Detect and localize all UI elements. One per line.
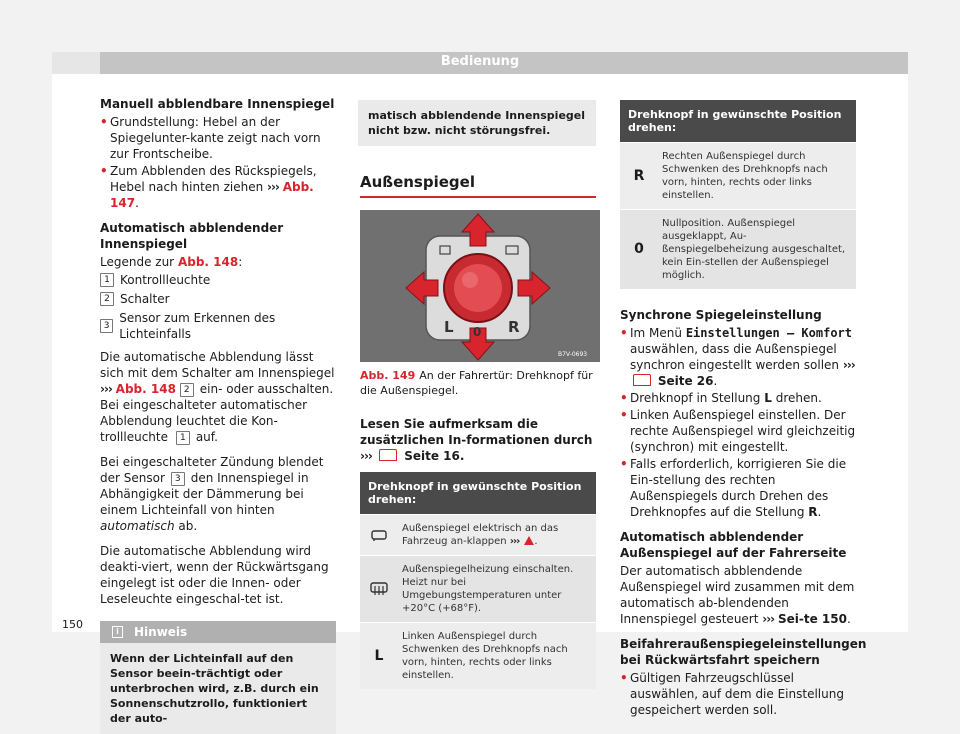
paragraph-switch [100,349,336,445]
paragraph-sensor [100,454,336,534]
bullet-text: Im Menü [630,326,682,340]
table-cell-text: Außenspiegelheizung einschalten. Heizt nur bei Umgebungstemperaturen unter +20°C (+68°F). [402,564,574,614]
heading-auto-outside: Automatisch abblendender Außenspiegel auf der Fahrerseite [620,530,847,560]
bullet-knob-l [620,390,856,406]
paragraph-text: Bei eingeschalteter Zündung blendet der Sensor [100,455,324,485]
table-body [360,514,596,689]
header-left-band [52,52,100,74]
note-continuation: matisch abblendende Innenspiegel nicht bzw. nicht störungsfrei. [358,100,596,146]
punctuation: . [135,196,139,210]
bullet-key [620,670,856,718]
table-cell-text [398,515,596,555]
legend-number: 2 [100,292,114,306]
knob-table-right [620,100,856,289]
reference-arrow: ››› [360,449,372,463]
read-info-text: Lesen Sie aufmerksam die zusätzlichen In-formationen durch [360,417,593,447]
paragraph-auto-outside [620,563,856,627]
table-row [360,514,596,555]
paragraph-text: Der automatisch abblendende Außenspiegel wird zusammen mit dem automatisch ab-blendenden Innenspiegel gesteuert [620,564,855,626]
paragraph-text: auf. [195,430,218,444]
punctuation: . [713,374,718,388]
reference-arrow: ››› [509,536,520,547]
punctuation: . [459,449,465,463]
legend-number: 3 [100,319,113,333]
table-row [620,209,856,289]
knob-label-0: 0 [473,325,482,339]
legend-number: 2 [180,383,194,397]
bullet-text: Grundstellung: Hebel an der Spiegelunter-kante zeigt nach vorn zur Frontscheibe. [110,115,321,161]
legend-intro-text: Legende zur [100,255,175,269]
note-header [100,621,336,643]
page-header [52,52,908,74]
table-body [620,142,856,289]
warning-icon [524,536,534,545]
legend-item [100,272,336,288]
bullet-text: Zum Abblenden des Rückspiegels, Hebel nach hinten ziehen [110,164,317,194]
emphasis-text: automatisch [100,519,175,533]
caption-text: An der Fahrertür: Drehknopf für die Außenspiegel. [360,369,593,397]
page-link-26[interactable]: Seite 26 [657,374,714,388]
menu-path: Einstellungen – Komfort [685,326,852,340]
legend-label: Schalter [120,292,170,306]
knob-label-r: R [508,318,520,336]
paragraph-text: den Innenspiegel in Abhängigkeit der Dämmerung bei einem Lichteinfall von hinten [100,471,309,517]
heading-auto-mirror: Automatisch abblendender Innenspiegel [100,221,284,251]
page-number: 150 [62,618,83,631]
legend-item [100,291,336,307]
column-middle [360,100,596,689]
legend-intro [100,254,336,270]
note-box [100,621,336,734]
note-title: Hinweis [134,625,188,639]
bullet-dimming [100,163,336,211]
bullet-adjust-left [620,407,856,455]
reference-arrow: ››› [100,382,112,396]
table-row [360,622,596,689]
heading-manual-mirror: Manuell abblendbare Innenspiegel [100,97,335,111]
figure-link-148[interactable]: Abb. 148 [177,255,239,269]
bullet-text: Gültigen Fahrzeugschlüssel auswählen, auf dem die Einstellung gespeichert werden soll. [630,671,844,717]
punctuation: . [846,612,851,626]
reference-arrow: ››› [762,612,775,626]
knob-illustration [360,210,600,362]
bold-position: R [808,505,818,519]
reference-arrow: ››› [267,180,279,194]
punctuation: . [534,536,538,547]
legend-number: 3 [171,472,185,486]
punctuation: . [817,505,822,519]
book-icon [633,374,651,386]
knob-center [454,264,502,312]
position-l-symbol: L [374,647,384,664]
table-cell-text: Rechten Außenspiegel durch Schwenken des Drehknopfs nach vorn, hinten, rechts oder links einstellen. [662,151,828,201]
column-right [620,100,867,719]
legend-list [100,272,336,342]
note-body: Wenn der Lichteinfall auf den Sensor beein-trächtigt oder unterbrochen wird, z.B. durch ein Sonnenschutzrollo, funktioniert der auto- [110,652,319,725]
table-cell-text: Nullposition. Außenspiegel ausgeklappt, Au-ßenspiegelbeheizung ausgeschaltet, kein Ein-stellen der Außenspiegel möglich. [662,218,846,281]
bold-position: L [764,391,772,405]
legend-label: Sensor zum Erkennen des Lichteinfalls [119,311,276,341]
header-title: Bedienung [440,54,520,69]
figure-knob [360,210,600,362]
table-header: Drehknopf in gewünschte Position drehen: [360,472,596,514]
legend-number: 1 [176,431,190,445]
info-icon: i [112,626,123,638]
table-header: Drehknopf in gewünschte Position drehen: [620,100,856,142]
paragraph-text: ein- oder ausschalten. Bei eingeschalteter automatischer Abblendung leuchtet die Kon-trollleuchte [100,382,334,444]
figure-caption [360,368,596,398]
position-0-symbol: 0 [634,241,644,257]
page-link-150[interactable]: Sei-te 150 [777,612,847,626]
column-left [100,96,336,734]
legend-label: Kontrollleuchte [120,273,211,287]
figure-code: B7V-0693 [558,351,588,358]
mirror-heat-icon [360,556,398,622]
legend-item [100,310,336,342]
bullet-basic-position [100,114,336,162]
table-cell-text: Linken Außenspiegel durch Schwenken des Drehknopfs nach vorn, hinten, rechts oder links einstellen. [402,631,568,681]
figure-link-148[interactable]: Abb. 148 [115,382,176,396]
bullet-correct-right [620,456,856,520]
bullet-text: Linken Außenspiegel einstellen. Der rechte Außenspiegel wird gleichzeitig (synchron) mit eingestellt. [630,408,856,454]
position-r-symbol: R [633,167,645,184]
legend-number: 1 [100,273,114,287]
bullet-text: drehen. [775,391,822,405]
heading-passenger-reverse: Beifahreraußenspiegeleinstellungen bei Rückwärtsfahrt speichern [620,637,867,667]
knob-table-left [360,472,596,689]
knob-label-l: L [444,318,454,336]
paragraph-text: ab. [178,519,198,533]
reference-arrow: ››› [842,358,855,372]
caption-label: Abb. 149 [360,369,416,382]
mirror-fold-icon [360,515,398,555]
punctuation: : [238,255,243,269]
heading-sync: Synchrone Spiegeleinstellung [620,308,822,322]
paragraph-deactivation: Die automatische Abblendung wird deakti-viert, wenn der Rückwärtsgang eingelegt ist oder die Innen- oder Leseleuchte eingeschal-tet ist. [100,544,329,606]
page-link-16[interactable]: Seite 16 [404,449,460,463]
table-row [360,555,596,622]
bullet-text: auswählen, dass die Außenspiegel synchron eingestellt werden sollen [630,342,840,372]
paragraph-text: Die automatische Abblendung lässt sich mit dem Schalter am Innenspiegel [100,350,335,380]
section-title-outside-mirror: Außenspiegel [360,174,596,198]
row-text: Außenspiegel elektrisch an das Fahrzeug an-klappen [402,523,559,547]
read-info [360,416,596,464]
table-row [620,142,856,209]
book-icon [379,449,397,461]
bullet-menu [620,325,856,389]
figure-link-147[interactable]: Abb. 147 [110,180,314,210]
bullet-text: Falls erforderlich, korrigieren Sie die Ein-stellung des rechten Außenspiegels durch Drehen des Drehknopfes auf die Stellung [630,457,847,519]
bullet-text: Drehknopf in Stellung [630,391,761,405]
